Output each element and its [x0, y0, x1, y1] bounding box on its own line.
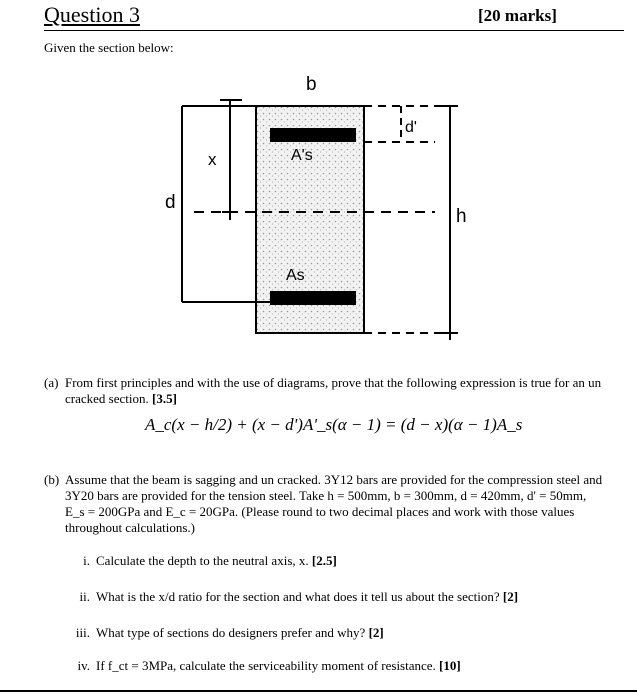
bottom-rule	[0, 690, 637, 692]
compression-steel-bar	[270, 128, 356, 142]
x-dimension	[220, 100, 242, 220]
label-d-prime: d'	[405, 119, 417, 136]
subquestion-number: ii.	[79, 589, 90, 604]
question-marks: [20 marks]	[478, 6, 557, 25]
subquestion-number: i.	[83, 553, 90, 568]
label-x: x	[208, 150, 217, 169]
intro-text: Given the section below:	[44, 40, 174, 55]
header-rule	[44, 30, 624, 31]
subquestion-text: What type of sections do designers prefer and why?	[96, 625, 366, 640]
label-b: b	[306, 74, 317, 95]
part-b-tag: (b)	[44, 472, 60, 487]
part-a-text: From first principles and with the use of diagrams, prove that the following expression is true for an un cracked section.	[65, 375, 602, 406]
subquestion-text: Calculate the depth to the neutral axis, x.	[96, 553, 309, 568]
label-As-prime: A's	[291, 147, 313, 164]
beam-section-diagram	[160, 70, 480, 350]
tension-steel-bar	[270, 291, 356, 305]
part-a-marks: [3.5]	[151, 391, 177, 406]
question-title: Question 3	[44, 2, 140, 27]
subquestion-marks: [2]	[502, 589, 519, 604]
subquestion-text: If f_ct = 3MPa, calculate the serviceability moment of resistance.	[96, 658, 436, 673]
subquestion-number: iii.	[75, 625, 90, 640]
subquestion-number: iv.	[77, 658, 90, 673]
part-a-tag: (a)	[44, 375, 59, 390]
equation: A_c(x − h/2) + (x − d')A'_s(α − 1) = (d − x)(α − 1)A_s	[145, 415, 523, 434]
subquestion-marks: [2.5]	[311, 553, 337, 568]
part-b-text: Assume that the beam is sagging and un cracked. 3Y12 bars are provided for the compression steel and 3Y20 bars are provided for the tension steel. Take h = 500mm, b = 300mm, d = 420mm, d' = 50mm, E_s = 200GPa and E_c = 20GPa. (Please round to two decimal places and work with those values throughout calculations.)	[65, 472, 603, 535]
subquestion-text: What is the x/d ratio for the section and what does it tell us about the section?	[96, 589, 500, 604]
subquestion-marks: [2]	[368, 625, 384, 640]
subquestion-marks: [10]	[439, 658, 461, 673]
label-d: d	[165, 192, 176, 213]
label-As: As	[286, 267, 305, 284]
label-h: h	[456, 206, 467, 227]
